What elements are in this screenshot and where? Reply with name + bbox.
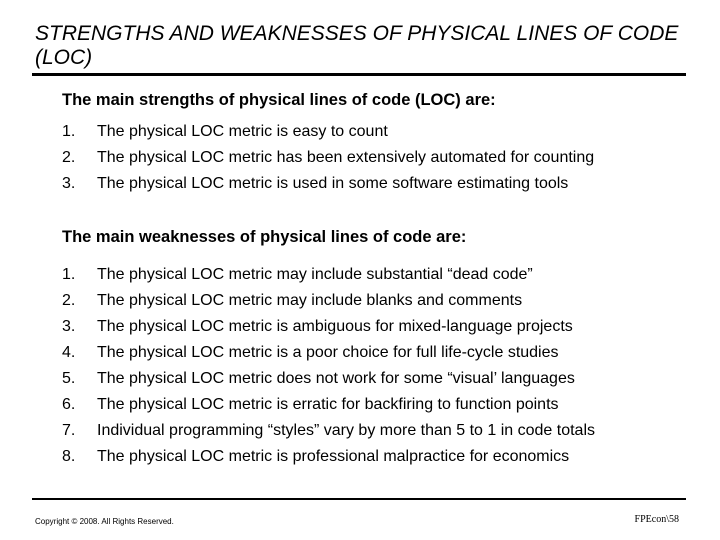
item-number: 5. bbox=[62, 370, 76, 387]
strengths-heading: The main strengths of physical lines of code (LOC) are: bbox=[62, 91, 496, 109]
item-number: 2. bbox=[62, 292, 76, 309]
item-text: The physical LOC metric is professional malpractice for economics bbox=[97, 448, 570, 465]
item-number: 1. bbox=[62, 123, 76, 140]
item-text: The physical LOC metric may include substantial “dead code” bbox=[97, 266, 533, 283]
item-number: 3. bbox=[62, 175, 76, 192]
item-number: 2. bbox=[62, 149, 76, 166]
item-text: The physical LOC metric has been extensively automated for counting bbox=[97, 149, 595, 166]
item-text: The physical LOC metric is ambiguous for mixed-language projects bbox=[97, 318, 573, 335]
item-text: Individual programming “styles” vary by more than 5 to 1 in code totals bbox=[97, 422, 596, 439]
item-number: 3. bbox=[62, 318, 76, 335]
copyright-notice: Copyright © 2008. All Rights Reserved. bbox=[35, 517, 174, 526]
item-text: The physical LOC metric is used in some software estimating tools bbox=[97, 175, 569, 192]
weaknesses-heading: The main weaknesses of physical lines of code are: bbox=[62, 228, 467, 246]
slide-title: STRENGTHS AND WEAKNESSES OF PHYSICAL LINES OF CODE (LOC) bbox=[35, 22, 679, 69]
item-text: The physical LOC metric does not work for some “visual’ languages bbox=[97, 370, 575, 387]
item-number: 4. bbox=[62, 344, 76, 361]
item-number: 1. bbox=[62, 266, 76, 283]
item-number: 7. bbox=[62, 422, 76, 439]
slide-number: FPEcon\58 bbox=[634, 514, 679, 525]
item-number: 8. bbox=[62, 448, 76, 465]
item-text: The physical LOC metric is easy to count bbox=[97, 123, 388, 140]
title-underline bbox=[32, 73, 686, 76]
item-text: The physical LOC metric is a poor choice for full life-cycle studies bbox=[97, 344, 559, 361]
item-number: 6. bbox=[62, 396, 76, 413]
footer-divider bbox=[32, 498, 686, 500]
item-text: The physical LOC metric may include blanks and comments bbox=[97, 292, 523, 309]
item-text: The physical LOC metric is erratic for backfiring to function points bbox=[97, 396, 559, 413]
